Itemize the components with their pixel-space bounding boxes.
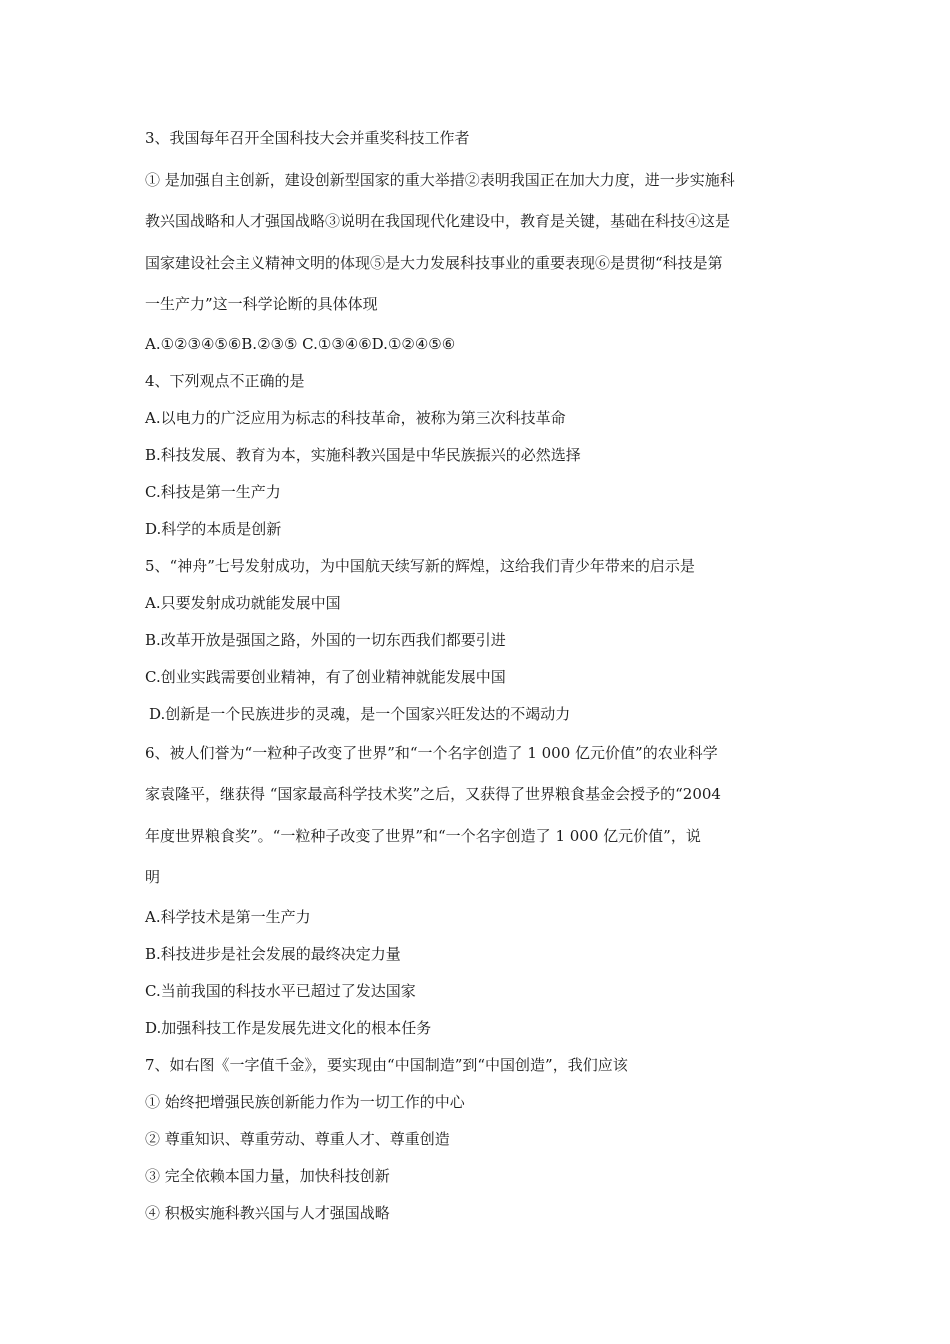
- question-6-option-c: C.当前我国的科技水平已超过了发达国家: [145, 981, 416, 1000]
- question-7-statement-4: ④ 积极实施科教兴国与人才强国战略: [145, 1203, 390, 1222]
- question-6-option-a: A.科学技术是第一生产力: [145, 907, 311, 926]
- question-3-stem: 3、我国每年召开全国科技大会并重奖科技工作者: [145, 129, 470, 147]
- question-6-stem-line-4: 明: [145, 868, 161, 886]
- question-7-statement-3: ③ 完全依赖本国力量，加快科技创新: [145, 1166, 390, 1185]
- question-7-stem: 7、如右图《一字值千金》，要实现由“中国制造”到“中国创造”，我们应该: [145, 1055, 628, 1074]
- question-3-statements-line-2: 教兴国战略和人才强国战略③说明在我国现代化建设中，教育是关键，基础在科技④这是: [145, 212, 731, 230]
- question-7-statement-2: ② 尊重知识、尊重劳动、尊重人才、尊重创造: [145, 1129, 450, 1148]
- question-7-statement-1: ① 始终把增强民族创新能力作为一切工作的中心: [145, 1092, 465, 1111]
- question-5-option-b: B.改革开放是强国之路，外国的一切东西我们都要引进: [145, 630, 506, 649]
- question-4-option-b: B.科技发展、教育为本，实施科教兴国是中华民族振兴的必然选择: [145, 445, 581, 464]
- question-6-option-b: B.科技进步是社会发展的最终决定力量: [145, 944, 401, 963]
- document-page: [145, 118, 810, 1232]
- question-3-options: A.①②③④⑤⑥B.②③⑤ C.①③④⑥D.①②④⑤⑥: [145, 334, 456, 353]
- question-3-statements-line-3: 国家建设社会主义精神文明的体现⑤是大力发展科技事业的重要表现⑥是贯彻“科技是第: [145, 253, 723, 272]
- question-5-option-a: A.只要发射成功就能发展中国: [145, 593, 341, 612]
- question-6-option-d: D.加强科技工作是发展先进文化的根本任务: [145, 1018, 432, 1037]
- question-5-stem: 5、“神舟”七号发射成功，为中国航天续写新的辉煌，这给我们青少年带来的启示是: [145, 556, 695, 575]
- question-5-option-d: D.创新是一个民族进步的灵魂，是一个国家兴旺发达的不竭动力: [149, 704, 571, 723]
- question-4-option-a: A.以电力的广泛应用为标志的科技革命，被称为第三次科技革命: [145, 408, 566, 427]
- question-6-stem-line-2: 家袁隆平，继获得 “国家最高科学技术奖”之后，又获得了世界粮食基金会授予的“2004: [145, 785, 721, 803]
- question-3-statements-line-1: ① 是加强自主创新，建设创新型国家的重大举措②表明我国正在加大力度，进一步实施科: [145, 170, 735, 189]
- question-4-stem: 4、下列观点不正确的是: [145, 371, 305, 390]
- question-4-option-d: D.科学的本质是创新: [145, 519, 282, 538]
- question-5-option-c: C.创业实践需要创业精神，有了创业精神就能发展中国: [145, 667, 506, 686]
- question-6-stem-line-1: 6、被人们誉为“一粒种子改变了世界”和“一个名字创造了 1 000 亿元价值”的农业科学: [145, 743, 718, 762]
- question-3-statements-line-4: 一生产力”这一科学论断的具体体现: [145, 295, 378, 313]
- question-6-stem-line-3: 年度世界粮食奖”。“一粒种子改变了世界”和“一个名字创造了 1 000 亿元价值”，说: [145, 826, 701, 845]
- question-4-option-c: C.科技是第一生产力: [145, 482, 281, 501]
